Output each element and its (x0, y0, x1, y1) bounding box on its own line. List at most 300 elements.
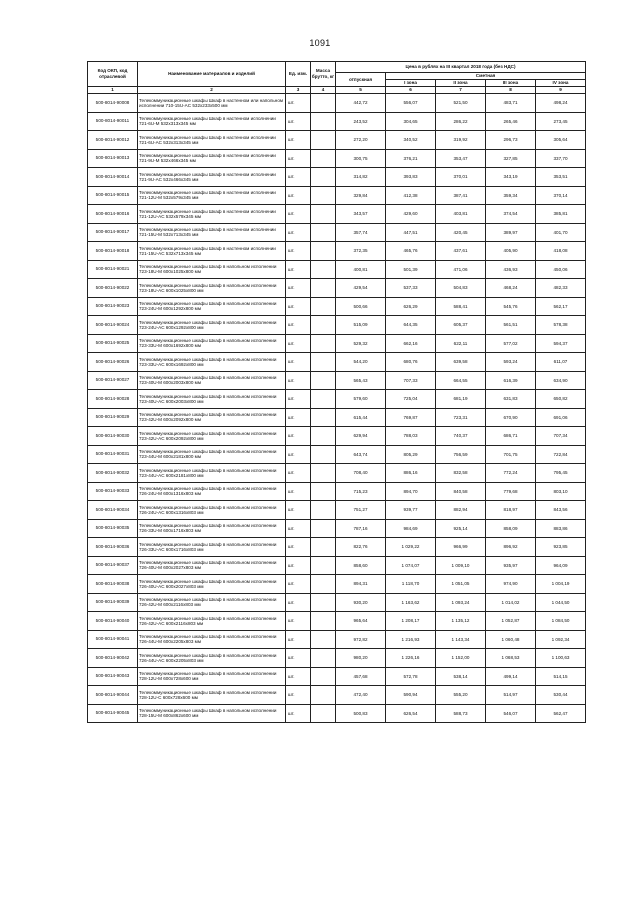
cell-price-zone-2: 882,94 (436, 501, 486, 520)
cell-name: Телекоммуникационные шкафы Шкаф в настенном исполнении 721-6U-M 532х313х345 мм (138, 112, 286, 131)
cell-mass (311, 131, 336, 150)
cell-name: Телекоммуникационные шкафы Шкаф в напольном исполнении 728-15U-M 600х862х600 мм (138, 704, 286, 723)
cell-name: Телекоммуникационные шкафы Шкаф в напольном исполнении 723-44U-AC 600х2181х800 мм (138, 464, 286, 483)
cell-price-zone-3: 701,75 (486, 445, 536, 464)
cell-mass (311, 556, 336, 575)
cell-name: Телекоммуникационные шкафы Шкаф в напольном исполнении 723-18U-AC 600х1025х800 мм (138, 279, 286, 298)
cell-price-zone-4: 353,51 (536, 168, 586, 187)
column-number: 9 (536, 87, 586, 94)
cell-name: Телекоммуникационные шкафы Шкаф в напольном исполнении 726-42U-AC 600х2116х803 мм (138, 612, 286, 631)
column-number: 1 (88, 87, 138, 94)
cell-mass (311, 334, 336, 353)
table-row (88, 556, 586, 575)
cell-price-zone-1: 376,21 (386, 149, 436, 168)
cell-code: 500-8014-90029 (88, 408, 138, 427)
cell-code: 500-8014-90025 (88, 334, 138, 353)
cell-price-zone-3: 343,19 (486, 168, 536, 187)
cell-price-zone-3: 561,51 (486, 316, 536, 335)
cell-price-zone-4: 370,14 (536, 186, 586, 205)
cell-code: 500-8014-90014 (88, 168, 138, 187)
cell-mass (311, 149, 336, 168)
cell-price-zone-1: 556,07 (386, 94, 436, 113)
cell-price-otpusknaya: 565,43 (336, 371, 386, 390)
cell-mass (311, 649, 336, 668)
cell-mass (311, 94, 336, 113)
cell-price-otpusknaya: 329,84 (336, 186, 386, 205)
cell-code: 500-8014-90021 (88, 260, 138, 279)
cell-name: Телекоммуникационные шкафы Шкаф в настенном исполнении 721-12U-AC 532х579х345 мм (138, 205, 286, 224)
cell-price-zone-1: 707,33 (386, 371, 436, 390)
cell-code: 500-8014-90033 (88, 482, 138, 501)
cell-name: Телекоммуникационные шкафы Шкаф в напольном исполнении 726-33U-M 600х1716х803 мм (138, 519, 286, 538)
cell-code: 500-8014-90023 (88, 297, 138, 316)
cell-price-zone-3: 1 060,48 (486, 630, 536, 649)
cell-price-zone-4: 650,82 (536, 390, 586, 409)
cell-price-zone-1: 626,29 (386, 297, 436, 316)
table-row (88, 112, 586, 131)
cell-price-otpusknaya: 787,16 (336, 519, 386, 538)
cell-price-zone-4: 578,38 (536, 316, 586, 335)
cell-price-zone-3: 1 014,02 (486, 593, 536, 612)
cell-code: 500-8014-90030 (88, 427, 138, 446)
cell-mass (311, 390, 336, 409)
cell-unit: шт. (286, 205, 311, 224)
cell-price-zone-3: 974,90 (486, 575, 536, 594)
table-row (88, 242, 586, 261)
cell-price-zone-3: 468,24 (486, 279, 536, 298)
cell-price-zone-4: 514,15 (536, 667, 586, 686)
cell-code: 500-8014-90044 (88, 686, 138, 705)
cell-price-zone-4: 401,70 (536, 223, 586, 242)
cell-price-zone-3: 546,07 (486, 704, 536, 723)
cell-price-zone-1: 805,29 (386, 445, 436, 464)
cell-price-otpusknaya: 544,20 (336, 353, 386, 372)
table-row (88, 297, 586, 316)
cell-price-otpusknaya: 822,76 (336, 538, 386, 557)
cell-price-zone-4: 843,56 (536, 501, 586, 520)
cell-price-otpusknaya: 615,44 (336, 408, 386, 427)
cell-unit: шт. (286, 260, 311, 279)
cell-price-otpusknaya: 708,40 (336, 464, 386, 483)
cell-price-zone-2: 370,01 (436, 168, 486, 187)
table-row (88, 390, 586, 409)
cell-price-zone-3: 436,93 (486, 260, 536, 279)
cell-price-otpusknaya: 272,20 (336, 131, 386, 150)
cell-mass (311, 704, 336, 723)
column-number: 7 (436, 87, 486, 94)
cell-unit: шт. (286, 649, 311, 668)
cell-unit: шт. (286, 149, 311, 168)
cell-price-otpusknaya: 629,94 (336, 427, 386, 446)
cell-price-zone-1: 1 208,17 (386, 612, 436, 631)
cell-unit: шт. (286, 223, 311, 242)
table-row (88, 686, 586, 705)
cell-price-zone-4: 273,45 (536, 112, 586, 131)
cell-price-zone-2: 756,59 (436, 445, 486, 464)
cell-price-zone-1: 1 163,62 (386, 593, 436, 612)
table-row (88, 649, 586, 668)
table-row (88, 427, 586, 446)
table-row (88, 575, 586, 594)
cell-price-zone-4: 691,06 (536, 408, 586, 427)
cell-mass (311, 297, 336, 316)
cell-price-zone-2: 1 135,12 (436, 612, 486, 631)
cell-price-zone-4: 594,37 (536, 334, 586, 353)
cell-price-otpusknaya: 372,35 (336, 242, 386, 261)
cell-price-zone-4: 611,07 (536, 353, 586, 372)
cell-code: 500-8014-90038 (88, 575, 138, 594)
cell-price-zone-4: 795,45 (536, 464, 586, 483)
cell-code: 500-8014-90037 (88, 556, 138, 575)
cell-unit: шт. (286, 501, 311, 520)
cell-name: Телекоммуникационные шкафы Шкаф в напольном исполнении 723-40U-AC 600х2003х800 мм (138, 390, 286, 409)
cell-mass (311, 112, 336, 131)
cell-price-zone-4: 634,90 (536, 371, 586, 390)
cell-unit: шт. (286, 445, 311, 464)
cell-price-otpusknaya: 715,23 (336, 482, 386, 501)
cell-price-zone-1: 590,94 (386, 686, 436, 705)
cell-price-otpusknaya: 980,20 (336, 649, 386, 668)
cell-price-otpusknaya: 472,40 (336, 686, 386, 705)
cell-unit: шт. (286, 538, 311, 557)
cell-code: 500-8014-90045 (88, 704, 138, 723)
cell-price-otpusknaya: 300,75 (336, 149, 386, 168)
table-row (88, 131, 586, 150)
cell-mass (311, 260, 336, 279)
table-row (88, 464, 586, 483)
cell-price-zone-1: 1 216,93 (386, 630, 436, 649)
cell-price-zone-2: 740,37 (436, 427, 486, 446)
cell-price-otpusknaya: 515,09 (336, 316, 386, 335)
cell-mass (311, 538, 336, 557)
cell-price-zone-1: 447,51 (386, 223, 436, 242)
header-smetnaya: Сметная (386, 73, 586, 80)
cell-price-zone-1: 644,35 (386, 316, 436, 335)
cell-name: Телекоммуникационные шкафы Шкаф в напольном исполнении 726-40U-M 600х2027х803 мм (138, 556, 286, 575)
cell-unit: шт. (286, 612, 311, 631)
cell-unit: шт. (286, 94, 311, 113)
cell-mass (311, 575, 336, 594)
cell-price-zone-3: 296,73 (486, 131, 536, 150)
cell-code: 500-8014-90027 (88, 371, 138, 390)
cell-price-zone-4: 1 100,63 (536, 649, 586, 668)
cell-price-zone-4: 1 084,50 (536, 612, 586, 631)
cell-price-zone-3: 779,68 (486, 482, 536, 501)
cell-mass (311, 316, 336, 335)
cell-mass (311, 242, 336, 261)
cell-price-zone-1: 465,76 (386, 242, 436, 261)
cell-unit: шт. (286, 334, 311, 353)
table-body (88, 94, 586, 723)
cell-price-otpusknaya: 243,52 (336, 112, 386, 131)
cell-price-otpusknaya: 429,54 (336, 279, 386, 298)
cell-code: 500-8014-90031 (88, 445, 138, 464)
cell-price-zone-4: 883,86 (536, 519, 586, 538)
cell-price-otpusknaya: 858,60 (336, 556, 386, 575)
table-row (88, 205, 586, 224)
cell-price-otpusknaya: 442,72 (336, 94, 386, 113)
cell-price-zone-3: 593,24 (486, 353, 536, 372)
cell-price-zone-3: 499,14 (486, 667, 536, 686)
header-price-group: Цена в рублях на III квартал 2018 года (без НДС) (336, 62, 586, 73)
cell-name: Телекоммуникационные шкафы Шкаф в настенном исполнении 721-9U-M 532х466х345 мм (138, 149, 286, 168)
cell-price-otpusknaya: 751,27 (336, 501, 386, 520)
cell-price-zone-2: 1 143,34 (436, 630, 486, 649)
cell-price-zone-3: 858,09 (486, 519, 536, 538)
cell-price-zone-2: 840,58 (436, 482, 486, 501)
cell-mass (311, 445, 336, 464)
cell-mass (311, 593, 336, 612)
cell-code: 500-8014-90040 (88, 612, 138, 631)
cell-price-otpusknaya: 500,66 (336, 297, 386, 316)
cell-price-zone-2: 681,19 (436, 390, 486, 409)
cell-price-zone-1: 886,16 (386, 464, 436, 483)
cell-price-zone-2: 1 152,00 (436, 649, 486, 668)
table-row (88, 334, 586, 353)
table-row (88, 630, 586, 649)
column-number: 3 (286, 87, 311, 94)
cell-price-zone-3: 631,83 (486, 390, 536, 409)
cell-price-zone-4: 923,85 (536, 538, 586, 557)
table-row (88, 168, 586, 187)
cell-unit: шт. (286, 519, 311, 538)
cell-price-zone-1: 393,83 (386, 168, 436, 187)
header-zone-4: IV зона (536, 80, 586, 87)
cell-name: Телекоммуникационные шкафы Шкаф в напольном исполнении 726-24U-AC 600х1316х803 мм (138, 501, 286, 520)
cell-price-zone-4: 803,10 (536, 482, 586, 501)
price-table (87, 61, 586, 723)
cell-price-zone-4: 707,34 (536, 427, 586, 446)
header-zone-1: I зона (386, 80, 436, 87)
cell-name: Телекоммуникационные шкафы Шкаф в напольном исполнении 723-33U-M 600х1692х800 мм (138, 334, 286, 353)
table-row (88, 482, 586, 501)
cell-unit: шт. (286, 168, 311, 187)
cell-code: 500-8014-90012 (88, 131, 138, 150)
table-row (88, 223, 586, 242)
cell-price-zone-4: 418,08 (536, 242, 586, 261)
cell-unit: шт. (286, 427, 311, 446)
cell-price-zone-4: 722,84 (536, 445, 586, 464)
cell-price-otpusknaya: 643,74 (336, 445, 386, 464)
header-code: Код ОКП, код отраслевой (88, 62, 138, 87)
cell-price-zone-4: 1 044,50 (536, 593, 586, 612)
cell-mass (311, 686, 336, 705)
cell-name: Телекоммуникационные шкафы Шкаф в напольном исполнении 726-40U-AC 600х2027х803 мм (138, 575, 286, 594)
cell-price-zone-2: 1 093,24 (436, 593, 486, 612)
cell-price-zone-3: 483,71 (486, 94, 536, 113)
cell-price-zone-4: 1 092,34 (536, 630, 586, 649)
cell-unit: шт. (286, 556, 311, 575)
cell-price-zone-2: 588,73 (436, 704, 486, 723)
cell-price-zone-3: 1 068,53 (486, 649, 536, 668)
cell-price-zone-1: 626,54 (386, 704, 436, 723)
cell-price-zone-3: 405,90 (486, 242, 536, 261)
header-name: Наименование материалов и изделий (138, 62, 286, 87)
column-number: 4 (311, 87, 336, 94)
cell-name: Телекоммуникационные шкафы Шкаф в напольном исполнении 723-33U-AC 600х1692х800 мм (138, 353, 286, 372)
cell-unit: шт. (286, 464, 311, 483)
cell-price-zone-3: 545,76 (486, 297, 536, 316)
table-row (88, 408, 586, 427)
cell-price-zone-3: 616,39 (486, 371, 536, 390)
cell-price-zone-1: 725,04 (386, 390, 436, 409)
cell-price-zone-2: 555,20 (436, 686, 486, 705)
cell-mass (311, 667, 336, 686)
cell-code: 500-8014-90022 (88, 279, 138, 298)
table-row (88, 316, 586, 335)
cell-price-zone-3: 514,97 (486, 686, 536, 705)
cell-price-otpusknaya: 579,60 (336, 390, 386, 409)
cell-name: Телекоммуникационные шкафы Шкаф в напольном исполнении 723-44U-M 600х2181х800 мм (138, 445, 286, 464)
cell-mass (311, 371, 336, 390)
cell-price-zone-3: 818,97 (486, 501, 536, 520)
cell-code: 500-8014-90034 (88, 501, 138, 520)
cell-unit: шт. (286, 482, 311, 501)
cell-price-zone-4: 482,33 (536, 279, 586, 298)
cell-name: Телекоммуникационные шкафы Шкаф в напольном исполнении 723-24U-M 600х1292х800 мм (138, 297, 286, 316)
cell-price-otpusknaya: 357,74 (336, 223, 386, 242)
cell-unit: шт. (286, 186, 311, 205)
column-number-row (88, 87, 586, 94)
cell-price-zone-1: 769,87 (386, 408, 436, 427)
table-row (88, 94, 586, 113)
table-row (88, 593, 586, 612)
cell-code: 500-8014-90017 (88, 223, 138, 242)
cell-mass (311, 186, 336, 205)
cell-price-otpusknaya: 529,32 (336, 334, 386, 353)
cell-unit: шт. (286, 667, 311, 686)
cell-name: Телекоммуникационные шкафы Шкаф в напольном исполнении 726-44U-M 600х2205х803 мм (138, 630, 286, 649)
cell-name: Телекоммуникационные шкафы Шкаф в напольном исполнении 726-24U-M 600х1316х803 мм (138, 482, 286, 501)
cell-unit: шт. (286, 279, 311, 298)
cell-name: Телекоммуникационные шкафы Шкаф в напольном исполнении 728-12U-C 600х728х600 мм (138, 686, 286, 705)
table-row (88, 704, 586, 723)
cell-price-zone-2: 664,55 (436, 371, 486, 390)
cell-price-zone-4: 450,06 (536, 260, 586, 279)
cell-price-zone-4: 1 004,19 (536, 575, 586, 594)
cell-price-zone-3: 359,34 (486, 186, 536, 205)
column-number: 6 (386, 87, 436, 94)
cell-code: 500-8014-90015 (88, 186, 138, 205)
cell-code: 500-8014-90032 (88, 464, 138, 483)
cell-price-zone-4: 337,70 (536, 149, 586, 168)
cell-price-zone-2: 286,22 (436, 112, 486, 131)
cell-price-zone-1: 662,16 (386, 334, 436, 353)
cell-price-zone-2: 471,06 (436, 260, 486, 279)
cell-price-otpusknaya: 314,82 (336, 168, 386, 187)
cell-name: Телекоммуникационные шкафы Шкаф в напольном исполнении 728-12U-M 600х728х600 мм (138, 667, 286, 686)
table-row (88, 149, 586, 168)
cell-price-zone-3: 772,24 (486, 464, 536, 483)
cell-price-zone-3: 327,85 (486, 149, 536, 168)
cell-unit: шт. (286, 112, 311, 131)
cell-unit: шт. (286, 593, 311, 612)
cell-code: 500-8014-90024 (88, 316, 138, 335)
cell-price-zone-3: 1 052,87 (486, 612, 536, 631)
cell-code: 500-8014-90039 (88, 593, 138, 612)
table-row (88, 667, 586, 686)
cell-mass (311, 168, 336, 187)
cell-unit: шт. (286, 686, 311, 705)
cell-price-zone-4: 305,64 (536, 131, 586, 150)
cell-price-zone-2: 925,14 (436, 519, 486, 538)
cell-price-zone-2: 605,37 (436, 316, 486, 335)
cell-price-zone-4: 385,81 (536, 205, 586, 224)
table-row (88, 186, 586, 205)
cell-code: 500-8014-90028 (88, 390, 138, 409)
cell-name: Телекоммуникационные шкафы Шкаф в напольном исполнении 723-40U-M 600х2003х800 мм (138, 371, 286, 390)
cell-price-zone-1: 501,39 (386, 260, 436, 279)
cell-price-zone-2: 504,83 (436, 279, 486, 298)
cell-unit: шт. (286, 704, 311, 723)
cell-price-zone-2: 353,47 (436, 149, 486, 168)
cell-mass (311, 408, 336, 427)
cell-price-zone-1: 429,60 (386, 205, 436, 224)
cell-unit: шт. (286, 390, 311, 409)
cell-price-zone-4: 530,44 (536, 686, 586, 705)
cell-name: Телекоммуникационные шкафы Шкаф в настенном исполнении 721-15U-M 532х713х345 мм (138, 223, 286, 242)
cell-price-zone-1: 537,33 (386, 279, 436, 298)
table-row (88, 538, 586, 557)
cell-name: Телекоммуникационные шкафы Шкаф в напольном исполнении 723-42U-M 600х2092х800 мм (138, 408, 286, 427)
cell-price-zone-1: 1 118,70 (386, 575, 436, 594)
cell-price-zone-3: 389,97 (486, 223, 536, 242)
header-zone-2: II зона (436, 80, 486, 87)
cell-price-zone-3: 686,71 (486, 427, 536, 446)
cell-mass (311, 427, 336, 446)
cell-price-zone-1: 939,77 (386, 501, 436, 520)
cell-price-zone-1: 1 074,07 (386, 556, 436, 575)
cell-code: 500-8014-90026 (88, 353, 138, 372)
cell-mass (311, 519, 336, 538)
column-number: 5 (336, 87, 386, 94)
cell-code: 500-8014-90018 (88, 242, 138, 261)
column-number: 2 (138, 87, 286, 94)
table-row (88, 445, 586, 464)
cell-code: 500-8014-90036 (88, 538, 138, 557)
cell-price-zone-1: 1 029,22 (386, 538, 436, 557)
cell-price-otpusknaya: 930,20 (336, 593, 386, 612)
cell-price-zone-1: 340,52 (386, 131, 436, 150)
cell-price-otpusknaya: 343,57 (336, 205, 386, 224)
cell-price-zone-3: 670,90 (486, 408, 536, 427)
cell-code: 500-8014-90011 (88, 112, 138, 131)
table-row (88, 260, 586, 279)
cell-price-zone-2: 521,50 (436, 94, 486, 113)
cell-mass (311, 630, 336, 649)
cell-price-zone-4: 498,24 (536, 94, 586, 113)
cell-mass (311, 482, 336, 501)
cell-unit: шт. (286, 353, 311, 372)
header-zone-3: III зона (486, 80, 536, 87)
cell-price-zone-2: 420,45 (436, 223, 486, 242)
cell-unit: шт. (286, 297, 311, 316)
cell-code: 500-8014-90016 (88, 205, 138, 224)
page-number: 1091 (309, 38, 331, 48)
cell-code: 500-8014-90013 (88, 149, 138, 168)
cell-price-otpusknaya: 400,81 (336, 260, 386, 279)
cell-price-zone-3: 374,54 (486, 205, 536, 224)
cell-name: Телекоммуникационные шкафы Шкаф в настенном исполнении 721-9U-AC 532х466х345 мм (138, 168, 286, 187)
cell-price-zone-2: 437,61 (436, 242, 486, 261)
cell-mass (311, 279, 336, 298)
cell-price-zone-1: 894,70 (386, 482, 436, 501)
cell-price-zone-2: 538,14 (436, 667, 486, 686)
cell-price-zone-2: 588,41 (436, 297, 486, 316)
header-otpusknaya: отпускная (336, 73, 386, 87)
table-row (88, 501, 586, 520)
cell-price-zone-3: 935,97 (486, 556, 536, 575)
